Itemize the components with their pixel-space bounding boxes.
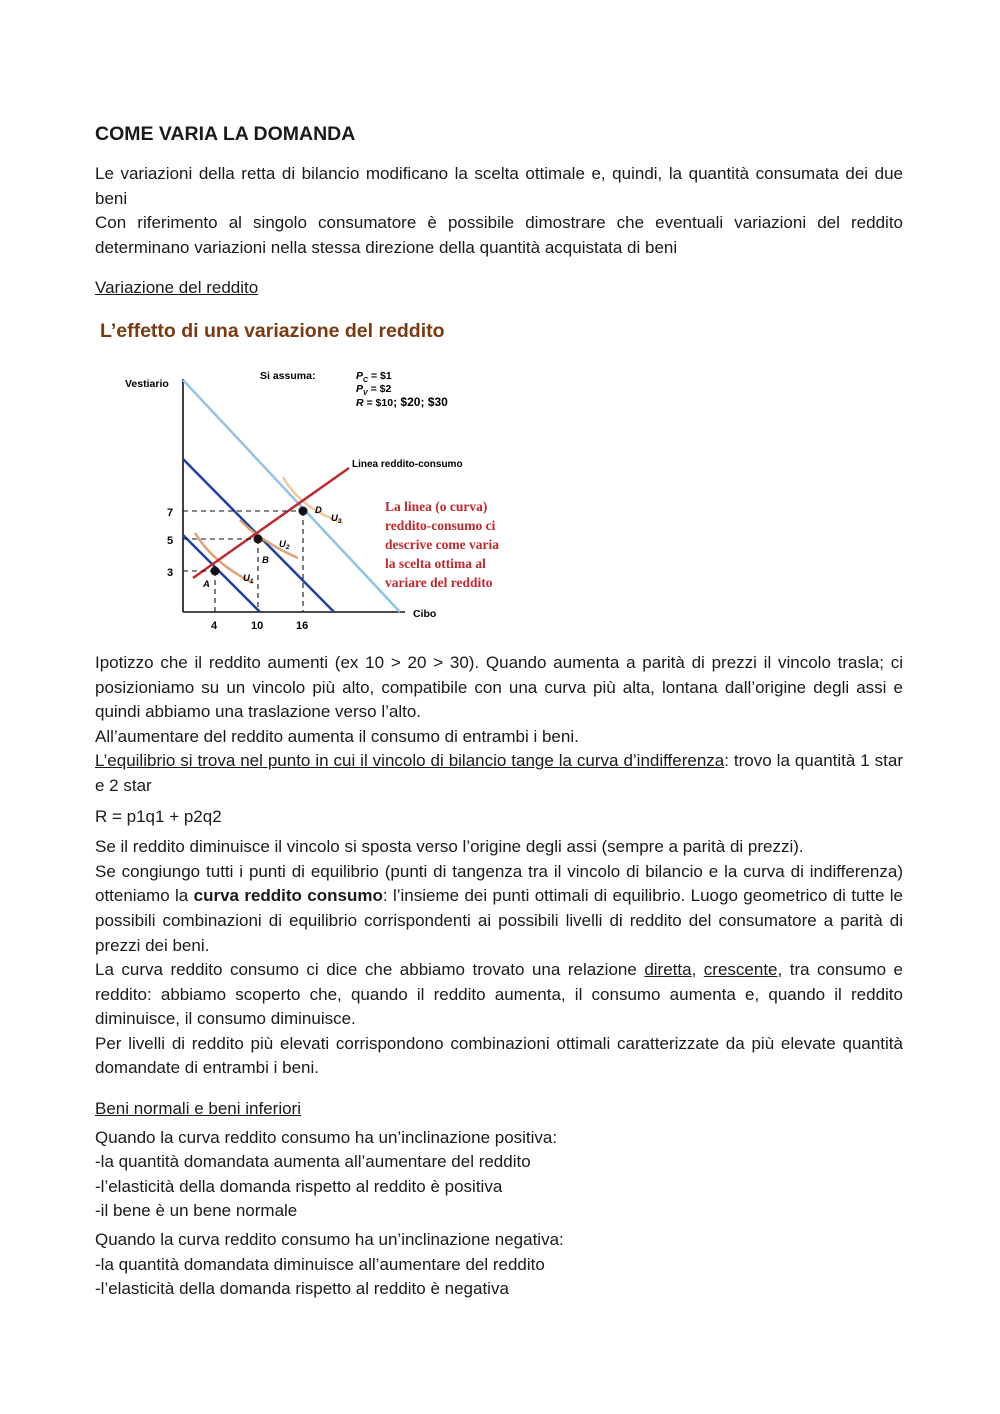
point-label-a: A <box>203 578 210 590</box>
term-crescente: crescente <box>703 960 778 980</box>
paragraph-higher-income: Per livelli di reddito più elevati corrispondono combinazioni ottimali caratterizzate da più elevate quantità domandate di entrambi i beni. <box>95 1033 903 1078</box>
paragraph-income-decrease: Se il reddito diminuisce il vincolo si sposta verso l’origine degli assi (sempre a parità di prezzi). <box>95 837 804 857</box>
note-line: variare del reddito <box>385 574 493 590</box>
curve-label-u2: $U_2$ <box>279 538 290 551</box>
figure-note <box>385 499 499 590</box>
x-tick-4: 4 <box>211 619 218 632</box>
intro-paragraph-1: Le variazioni della retta di bilancio modificano la scelta ottimale e, quindi, la quantità consumata dei due beni <box>95 164 903 208</box>
equilibrium-underlined: L’equilibrio si trova nel punto in cui il vincolo di bilancio tange la curva d’indifferenza <box>95 751 725 771</box>
note-line: la scelta ottima al <box>385 555 486 571</box>
point-label-d: D <box>315 504 322 516</box>
income-effect-chart <box>95 315 555 635</box>
assume-pc: $P_C$ = $1 <box>356 369 392 384</box>
paragraph-consumption-rises: All’aumentare del reddito aumenta il consumo di entrambi i beni. <box>95 726 579 746</box>
list-item: -il bene è un bene normale <box>95 1201 298 1221</box>
list-item: -l’elasticità della domanda rispetto al reddito è negativa <box>95 1279 509 1299</box>
page-title: COME VARIA LA DOMANDA <box>95 123 356 145</box>
document-page <box>95 120 903 1302</box>
term-diretta: diretta <box>644 960 692 980</box>
equilibrium-point-a <box>211 566 220 575</box>
x-tick-16: 16 <box>296 619 309 632</box>
curve-label-u3: $U_3$ <box>331 512 342 525</box>
list-item: -la quantità domandata aumenta all’aumentare del reddito <box>95 1152 531 1172</box>
paragraph-equilibrium: L’equilibrio si trova nel punto in cui il vincolo di bilancio tange la curva d’indifferenza: trovo la quantità 1 star e 2 star <box>95 751 904 795</box>
x-axis-label: Cibo <box>413 607 437 620</box>
icc-label: Linea reddito-consumo <box>352 458 463 470</box>
assume-label: Si assuma: <box>260 369 316 382</box>
list-item: -l’elasticità della domanda rispetto al reddito è positiva <box>95 1176 503 1196</box>
note-line: descrive come varia <box>385 536 499 552</box>
y-axis-label: Vestiario <box>125 377 169 390</box>
note-line: La linea (o curva) <box>385 498 488 514</box>
income-consumption-line <box>193 468 349 578</box>
equilibrium-point-b <box>254 534 263 543</box>
x-tick-10: 10 <box>251 619 264 632</box>
y-tick-3: 3 <box>167 566 174 579</box>
positive-slope-heading: Quando la curva reddito consumo ha un’inclinazione positiva: <box>95 1127 558 1147</box>
y-tick-7: 7 <box>167 506 174 519</box>
budget-line-30 <box>183 380 400 612</box>
paragraph-income-increase: Ipotizzo che il reddito aumenti (ex 10 > 20 > 30). Quando aumenta a parità di prezzi il vincolo trasla; ci posizioniamo su un vincolo più alto, compatibile con una curva più alta, lontana dall’origine degli assi e quindi abbiamo una traslazione verso l’alto. <box>95 652 903 722</box>
assume-r: R = $10; $20; $30 <box>356 394 448 409</box>
paragraph-direct-relation: La curva reddito consumo ci dice che abbiamo trovato una relazione diretta, crescente, tra consumo e reddito: abbiamo scoperto che, quando il reddito aumenta, il consumo aumenta e, quando il reddito diminuisce, il consumo diminuisce. <box>95 960 903 1029</box>
note-line: reddito-consumo ci <box>385 517 496 533</box>
paragraph-icc-definition: Se congiungo tutti i punti di equilibrio (punti di tangenza tra il vincolo di bilancio e la curva di indifferenza) otteniamo la curva reddito consumo: l’insieme dei punti ottimali di equilibrio. Luogo geometrico di tutte le possibili combinazioni di equilibrio corrispondenti ai possibili livelli di reddito del consumatore a parità di prezzi dei beni. <box>95 861 903 955</box>
assume-pv: $P_V$ = $2 <box>356 382 392 397</box>
intro-paragraph-2: Con riferimento al singolo consumatore è possibile dimostrare che eventuali variazioni del reddito determinano variazioni nella stessa direzione della quantità acquistata di beni <box>95 213 903 257</box>
icc-term: curva reddito consumo <box>193 886 383 906</box>
curve-label-u1: $U_1$ <box>243 572 254 585</box>
budget-formula: R = p1q1 + p2q2 <box>95 806 222 826</box>
equilibrium-point-d <box>299 506 308 515</box>
section-heading-variazione: Variazione del reddito <box>95 278 259 298</box>
section-heading-beni: Beni normali e beni inferiori <box>95 1099 301 1119</box>
income-effect-figure <box>95 315 555 635</box>
y-tick-5: 5 <box>167 534 174 547</box>
point-label-b: B <box>262 554 269 566</box>
list-item: -la quantità domandata diminuisce all’aumentare del reddito <box>95 1254 545 1274</box>
figure-title: L’effetto di una variazione del reddito <box>100 319 445 342</box>
negative-slope-heading: Quando la curva reddito consumo ha un’inclinazione negativa: <box>95 1230 564 1250</box>
